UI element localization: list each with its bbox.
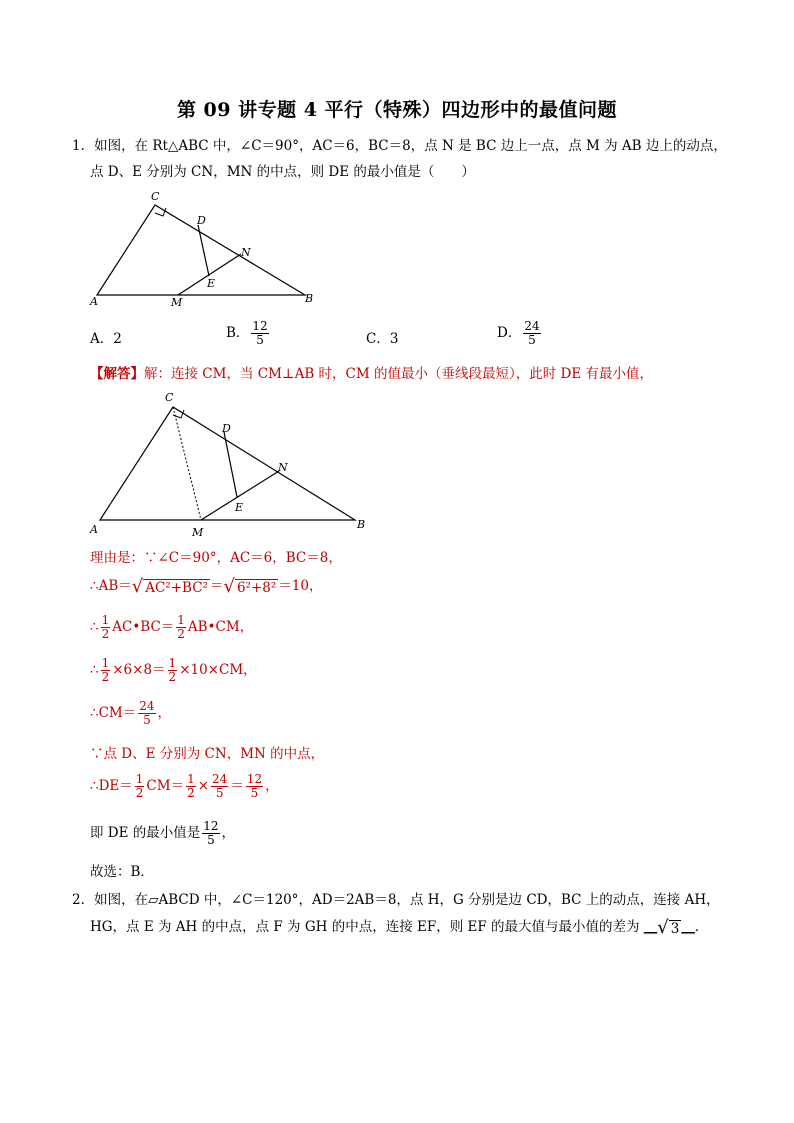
q2-line2-text: HG，点 E 为 AH 的中点，点 F 为 GH 的中点，连接 EF，则 EF 的最大值与最小值的差为	[90, 919, 644, 935]
fig2-label-m: M	[192, 526, 204, 539]
page-title: 第 09 讲专题 4 平行（特殊）四边形中的最值问题	[176, 99, 618, 121]
option-d	[497, 320, 543, 347]
fig1-label-m: M	[171, 296, 183, 309]
s7-e: ，	[265, 778, 279, 794]
s8-num: 12	[203, 819, 219, 833]
s4-frac-2	[168, 657, 178, 684]
s8-frac	[202, 820, 219, 847]
option-b-fraction	[251, 320, 268, 347]
s3-frac-1	[101, 614, 111, 641]
s8-a: 即 DE 的最小值是	[90, 825, 201, 841]
option-b-num: 12	[252, 319, 268, 333]
solution-step-1: 理由是：∵∠C＝90°，AC＝6，BC＝8，	[90, 550, 342, 566]
s8-den: 5	[207, 833, 215, 847]
s7-f2-num: 1	[187, 772, 195, 786]
s7-frac-1	[135, 773, 145, 800]
option-b-den: 5	[256, 333, 264, 347]
s4-b: ×6×8＝	[112, 662, 166, 678]
s5-a: ∴CM＝	[90, 705, 137, 721]
s4-f2-den: 2	[168, 670, 177, 684]
fig2-label-c: C	[165, 391, 174, 404]
s7-a: ∴DE＝	[90, 778, 133, 794]
s2-b: ＝10，	[278, 578, 323, 594]
s5-frac	[138, 700, 155, 727]
s3-f-den: 2	[101, 627, 110, 641]
solution-step-6: ∵点 D、E 分别为 CN，MN 的中点，	[90, 746, 325, 762]
s5-b: ，	[157, 705, 172, 721]
solution-intro	[90, 365, 653, 383]
s3-f-num: 1	[101, 613, 110, 627]
s2-sqrt2: 6²+8²	[236, 579, 277, 596]
fig1-label-n: N	[241, 246, 251, 259]
s3-f2-den: 2	[177, 627, 185, 641]
s7-f-num: 1	[135, 772, 144, 786]
s4-f-num: 1	[101, 656, 110, 670]
s2-eq: ＝	[209, 578, 224, 594]
s4-c: ×10×CM，	[179, 662, 257, 678]
triangle-figure-1	[85, 188, 325, 313]
s2-a: ∴AB＝	[90, 578, 132, 594]
fig1-label-c: C	[151, 190, 160, 203]
q2-answer-sqrt: √ 3	[657, 916, 680, 938]
s7-d: ＝	[230, 778, 244, 794]
question-1-line-2: 点 D、E 分别为 CN，MN 的中点，则 DE 的最小值是（ ）	[90, 164, 475, 180]
question-2-line-1: 2．如图，在▱ABCD 中，∠C＝120°，AD＝2AB＝8，点 H，G 分别是边 CD，BC 上的动点，连接 AH，	[72, 892, 720, 908]
s2-sqrt1: AC²+BC²	[145, 579, 208, 596]
s7-f3-den: 5	[215, 786, 224, 800]
fig2-label-d: D	[222, 422, 231, 435]
solution-step-4	[90, 657, 257, 684]
s7-frac-3	[211, 773, 228, 800]
s7-b: CM＝	[146, 778, 185, 794]
s4-f2-num: 1	[168, 656, 177, 670]
triangle-figure-2	[85, 388, 375, 543]
option-d-num: 24	[524, 319, 540, 333]
option-d-fraction	[523, 320, 540, 347]
s7-f4-den: 5	[250, 786, 259, 800]
option-c: C．3	[366, 331, 399, 347]
fig2-label-e: E	[235, 501, 244, 514]
fig1-label-b: B	[305, 292, 314, 305]
s4-a: ∴	[90, 662, 99, 678]
solution-step-0: 解：连接 CM，当 CM⊥AB 时，CM 的值最小（垂线段最短），此时 DE 有最小值，	[144, 366, 653, 382]
s4-f-den: 2	[101, 670, 110, 684]
s7-f2-den: 2	[187, 786, 195, 800]
question-2-line-2	[90, 918, 708, 937]
s3-frac-2	[176, 614, 186, 641]
solution-step-2	[90, 577, 322, 596]
s5-den: 5	[143, 713, 151, 727]
s7-c: ×	[197, 778, 210, 794]
option-d-prefix: D．	[497, 325, 522, 341]
fig2-label-a: A	[90, 523, 98, 536]
solution-head: 【解答】	[90, 366, 144, 382]
question-1-line-1: 1．如图，在 Rt△ABC 中，∠C＝90°，AC＝6，BC＝8，点 N 是 BC 边上一点，点 M 为 AB 边上的动点，	[72, 138, 727, 154]
q2-sqrt-body: 3	[670, 920, 680, 937]
s5-num: 24	[139, 699, 155, 713]
s7-frac-2	[186, 773, 196, 800]
sqrt-ac-bc: √ AC²+BC²	[131, 575, 208, 597]
s3-c: AB•CM，	[187, 619, 254, 635]
q2-line2-end: ．	[694, 919, 709, 935]
q2-blank-post: __	[681, 919, 695, 935]
solution-step-3	[90, 614, 253, 641]
s3-b: AC•BC＝	[112, 619, 175, 635]
solution-step-9: 故选：B．	[90, 864, 154, 880]
option-d-den: 5	[528, 333, 536, 347]
s7-f4-num: 12	[246, 772, 263, 786]
s8-b: ，	[221, 825, 236, 841]
option-b-prefix: B．	[226, 325, 250, 341]
s4-frac-1	[101, 657, 111, 684]
solution-step-5	[90, 700, 171, 727]
solution-step-7	[90, 773, 279, 800]
option-b	[226, 320, 271, 347]
q2-blank-pre: __	[643, 919, 658, 935]
fig2-label-b: B	[357, 518, 366, 531]
option-a: A．2	[90, 331, 122, 347]
s3-f2-num: 1	[177, 613, 185, 627]
fig1-label-e: E	[207, 277, 216, 290]
sqrt-6-8: √ 6²+8²	[223, 575, 277, 597]
fig1-label-a: A	[90, 295, 98, 308]
s7-frac-4	[246, 773, 263, 800]
s7-f-den: 2	[135, 786, 144, 800]
fig2-label-n: N	[278, 461, 288, 474]
solution-step-8	[90, 820, 235, 847]
fig1-label-d: D	[197, 214, 206, 227]
s7-f3-num: 24	[212, 772, 228, 786]
s3-a: ∴	[90, 619, 99, 635]
